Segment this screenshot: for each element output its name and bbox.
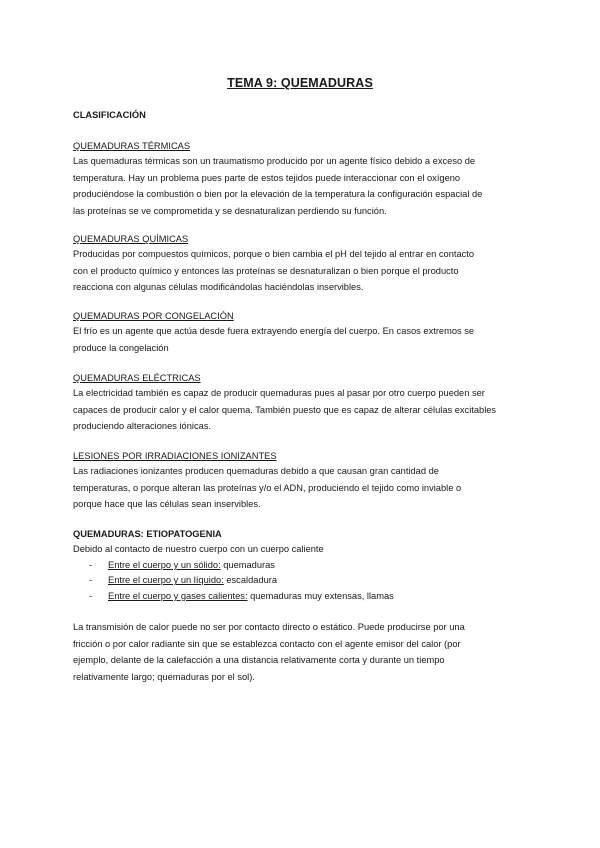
list-item xyxy=(89,573,394,588)
paragraph-line: Debido al contacto de nuestro cuerpo con un cuerpo caliente xyxy=(73,544,324,554)
paragraph-line: Producidas por compuestos químicos, porque o bien cambia el pH del tejido al entrar en contacto xyxy=(73,249,475,259)
section-paragraph xyxy=(73,541,528,558)
list-dash: - xyxy=(89,590,93,601)
list-item-term: Entre el cuerpo y un líquido: xyxy=(108,575,224,586)
paragraph-line: produce la congelación xyxy=(73,342,169,353)
paragraph-line: produciendo alteraciones iónicas. xyxy=(73,421,211,432)
paragraph-line: Las quemaduras térmicas son un traumatismo producido por un agente físico debido a exceso de xyxy=(73,156,476,166)
paragraph-line: La electricidad también es capaz de producir quemaduras pues al pasar por otro cuerpo pueden ser xyxy=(73,388,485,398)
section-etiopatogenia xyxy=(73,527,528,558)
section-heading: QUEMADURAS: ETIOPATOGENIA xyxy=(73,529,222,539)
list-item xyxy=(89,589,394,604)
list-item xyxy=(89,558,394,573)
list-item-term: Entre el cuerpo y gases calientes: xyxy=(108,590,248,601)
section-paragraph xyxy=(73,153,528,219)
paragraph-line: relativamente largo; quemaduras por el sol). xyxy=(73,671,255,682)
paragraph-line: fricción o por calor radiante sin que se establezca contacto con el agente emisor del calor (por xyxy=(73,638,461,649)
section-heading: LESIONES POR IRRADIACIONES IONIZANTES xyxy=(73,451,277,461)
section-paragraph xyxy=(73,323,528,356)
list-item-desc: quemaduras muy extensas, llamas xyxy=(247,590,394,601)
section-paragraph xyxy=(73,246,528,296)
paragraph-line: La transmisión de calor puede no ser por contacto directo o estático. Puede producirse por una xyxy=(73,622,465,632)
paragraph-line: temperaturas, o porque alteran las proteínas y/o el ADN, produciendo el tejido como inviable o xyxy=(73,482,462,493)
paragraph-line: ejemplo, delante de la calefacción a una distancia relativamente corta y durante un tiempo xyxy=(73,655,445,666)
section-irradiaciones xyxy=(73,449,528,513)
paragraph-line: Las radiaciones ionizantes producen quemaduras debido a que causan gran cantidad de xyxy=(73,466,439,476)
section-transmision xyxy=(73,619,528,685)
section-termicas xyxy=(73,139,528,219)
list-item-desc: quemaduras xyxy=(220,560,275,570)
section-congelacion xyxy=(73,309,528,356)
section-paragraph xyxy=(73,619,528,685)
paragraph-line: reacciona con algunas células modificándolas haciéndolas inservibles. xyxy=(73,282,364,293)
paragraph-line: temperatura. Hay un problema pues parte de estos tejidos puede interaccionar con el oxígeno xyxy=(73,172,461,183)
etiopatogenia-list xyxy=(89,558,394,604)
paragraph-line: capaces de producir calor y el calor quema. También puesto que es capaz de alterar células excitables xyxy=(73,404,497,415)
section-heading: QUEMADURAS ELÉCTRICAS xyxy=(73,373,201,383)
section-paragraph xyxy=(73,463,528,513)
paragraph-line: produciéndose la combustión o bien por la elevación de la temperatura la configuración espacial de xyxy=(73,189,483,200)
page-title: TEMA 9: QUEMADURAS xyxy=(227,76,373,90)
section-electricas xyxy=(73,371,528,435)
list-dash: - xyxy=(89,575,93,586)
clasificacion-heading: CLASIFICACIÓN xyxy=(73,110,146,120)
list-dash: - xyxy=(89,560,93,570)
section-heading: QUEMADURAS TÉRMICAS xyxy=(73,141,191,151)
section-heading: QUEMADURAS POR CONGELACIÓN xyxy=(73,311,234,321)
section-paragraph xyxy=(73,385,528,435)
paragraph-line: porque hace que las células sean inservibles. xyxy=(73,499,261,510)
list-item-term: Entre el cuerpo y un sólido: xyxy=(108,560,221,570)
section-quimicas xyxy=(73,232,528,296)
paragraph-line: con el producto químico y entonces las proteínas se desnaturalizan o bien porque el producto xyxy=(73,265,459,276)
paragraph-line: las proteínas se ve comprometida y se desnaturalizan perdiendo su función. xyxy=(73,205,387,216)
section-heading: QUEMADURAS QUÍMICAS xyxy=(73,234,189,244)
list-item-desc: escaldadura xyxy=(223,575,278,586)
paragraph-line: El frío es un agente que actúa desde fuera extrayendo energía del cuerpo. En casos extremos se xyxy=(73,326,475,336)
